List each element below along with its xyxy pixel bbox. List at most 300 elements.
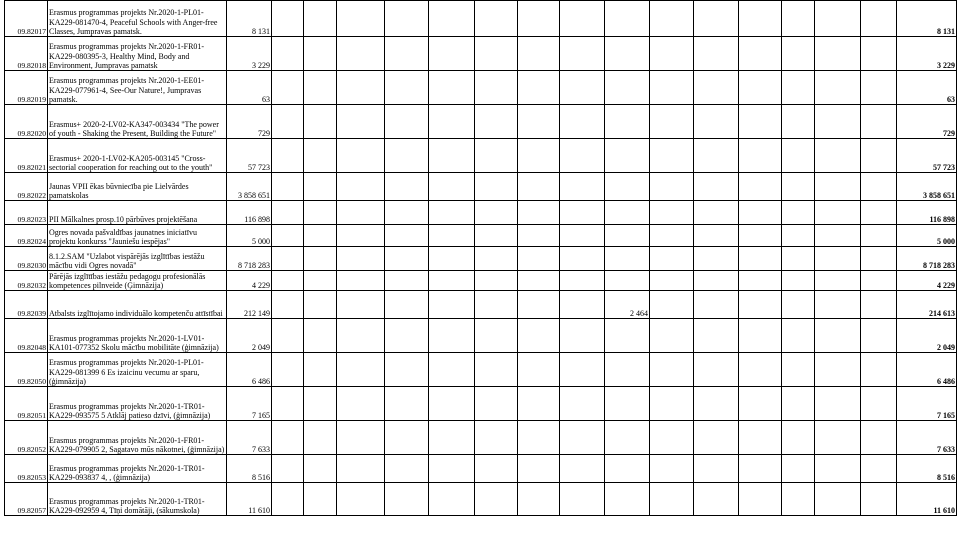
empty-cell: [272, 247, 304, 271]
empty-cell: [782, 353, 815, 387]
empty-cell: [694, 247, 739, 271]
empty-cell: [429, 71, 475, 105]
empty-cell: [385, 1, 429, 37]
empty-cell: [304, 71, 337, 105]
row-name: Erasmus programmas projekts Nr.2020-1-PL01-KA229-081470-4, Peaceful Schools with Anger-free Classes, Jumpravas pamatsk.: [48, 1, 227, 37]
empty-cell: [782, 225, 815, 247]
empty-cell: [429, 319, 475, 353]
empty-cell: [650, 105, 694, 139]
empty-cell: [518, 353, 560, 387]
empty-cell: [815, 37, 861, 71]
empty-cell: [337, 483, 385, 516]
empty-cell: [815, 139, 861, 173]
empty-cell: [272, 319, 304, 353]
row-code: 09.82057: [5, 483, 48, 516]
row-amount: 6 486: [227, 353, 272, 387]
row-total: 8 718 283: [897, 247, 957, 271]
empty-cell: [272, 37, 304, 71]
row-extra-amount: [605, 247, 650, 271]
empty-cell: [815, 291, 861, 319]
empty-cell: [429, 201, 475, 225]
empty-cell: [385, 319, 429, 353]
empty-cell: [429, 1, 475, 37]
row-extra-amount: [605, 319, 650, 353]
row-amount: 8 131: [227, 1, 272, 37]
row-name: PII Mālkalnes prosp.10 pārbūves projektēšana: [48, 201, 227, 225]
row-code: 09.82022: [5, 173, 48, 201]
row-code: 09.82053: [5, 455, 48, 483]
empty-cell: [739, 387, 782, 421]
empty-cell: [650, 271, 694, 291]
empty-cell: [475, 1, 518, 37]
empty-cell: [650, 387, 694, 421]
empty-cell: [739, 455, 782, 483]
empty-cell: [782, 105, 815, 139]
empty-cell: [304, 353, 337, 387]
empty-cell: [272, 1, 304, 37]
empty-cell: [518, 37, 560, 71]
empty-cell: [337, 387, 385, 421]
empty-cell: [815, 201, 861, 225]
empty-cell: [385, 105, 429, 139]
empty-cell: [429, 271, 475, 291]
empty-cell: [861, 421, 897, 455]
empty-cell: [272, 139, 304, 173]
empty-cell: [739, 421, 782, 455]
empty-cell: [429, 483, 475, 516]
empty-cell: [429, 37, 475, 71]
empty-cell: [385, 71, 429, 105]
empty-cell: [429, 225, 475, 247]
empty-cell: [861, 105, 897, 139]
empty-cell: [782, 139, 815, 173]
row-code: 09.82017: [5, 1, 48, 37]
empty-cell: [560, 353, 605, 387]
empty-cell: [650, 353, 694, 387]
empty-cell: [650, 247, 694, 271]
row-extra-amount: [605, 225, 650, 247]
empty-cell: [518, 319, 560, 353]
empty-cell: [560, 319, 605, 353]
empty-cell: [650, 173, 694, 201]
empty-cell: [304, 291, 337, 319]
empty-cell: [304, 105, 337, 139]
empty-cell: [518, 201, 560, 225]
empty-cell: [272, 173, 304, 201]
empty-cell: [782, 319, 815, 353]
empty-cell: [782, 247, 815, 271]
empty-cell: [782, 421, 815, 455]
empty-cell: [304, 319, 337, 353]
row-extra-amount: [605, 173, 650, 201]
table-row: [5, 421, 957, 455]
empty-cell: [337, 291, 385, 319]
empty-cell: [272, 225, 304, 247]
empty-cell: [337, 71, 385, 105]
empty-cell: [385, 291, 429, 319]
empty-cell: [861, 455, 897, 483]
empty-cell: [782, 291, 815, 319]
empty-cell: [518, 1, 560, 37]
empty-cell: [650, 421, 694, 455]
empty-cell: [694, 71, 739, 105]
row-total: 729: [897, 105, 957, 139]
row-extra-amount: [605, 37, 650, 71]
empty-cell: [518, 387, 560, 421]
row-amount: 4 229: [227, 271, 272, 291]
table-row: [5, 173, 957, 201]
row-code: 09.82021: [5, 139, 48, 173]
row-amount: 2 049: [227, 319, 272, 353]
empty-cell: [304, 387, 337, 421]
empty-cell: [650, 37, 694, 71]
empty-cell: [694, 105, 739, 139]
row-extra-amount: [605, 421, 650, 455]
row-code: 09.82052: [5, 421, 48, 455]
row-amount: 212 149: [227, 291, 272, 319]
empty-cell: [694, 455, 739, 483]
table-row: [5, 225, 957, 247]
empty-cell: [694, 483, 739, 516]
empty-cell: [739, 271, 782, 291]
empty-cell: [650, 319, 694, 353]
empty-cell: [782, 37, 815, 71]
row-amount: 729: [227, 105, 272, 139]
row-total: 8 516: [897, 455, 957, 483]
empty-cell: [475, 271, 518, 291]
empty-cell: [518, 455, 560, 483]
row-name: Erasmus programmas projekts Nr.2020-1-TR01-KA229-092959 4, Tīņi domātāji, (sākumskola): [48, 483, 227, 516]
row-name: Jaunas VPII ēkas būvniecība pie Lielvārdes pamatskolas: [48, 173, 227, 201]
table-row: [5, 247, 957, 271]
row-name: Erasmus programmas projekts Nr.2020-1-TR01-KA229-093837 4, , (ģimnāzija): [48, 455, 227, 483]
budget-table-body: [5, 1, 957, 516]
row-total: 7 633: [897, 421, 957, 455]
row-code: 09.82050: [5, 353, 48, 387]
empty-cell: [694, 291, 739, 319]
empty-cell: [694, 319, 739, 353]
empty-cell: [475, 247, 518, 271]
row-amount: 7 165: [227, 387, 272, 421]
row-total: 8 131: [897, 1, 957, 37]
row-total: 63: [897, 71, 957, 105]
row-amount: 57 723: [227, 139, 272, 173]
empty-cell: [337, 421, 385, 455]
empty-cell: [272, 455, 304, 483]
row-amount: 7 633: [227, 421, 272, 455]
row-extra-amount: [605, 139, 650, 173]
empty-cell: [815, 455, 861, 483]
empty-cell: [429, 387, 475, 421]
empty-cell: [560, 71, 605, 105]
empty-cell: [385, 139, 429, 173]
empty-cell: [518, 225, 560, 247]
row-total: 4 229: [897, 271, 957, 291]
empty-cell: [739, 319, 782, 353]
empty-cell: [560, 139, 605, 173]
empty-cell: [560, 105, 605, 139]
row-code: 09.82019: [5, 71, 48, 105]
row-code: 09.82048: [5, 319, 48, 353]
row-total: 116 898: [897, 201, 957, 225]
row-total: 3 858 651: [897, 173, 957, 201]
empty-cell: [694, 1, 739, 37]
empty-cell: [475, 291, 518, 319]
empty-cell: [337, 247, 385, 271]
row-extra-amount: [605, 353, 650, 387]
row-total: 57 723: [897, 139, 957, 173]
empty-cell: [694, 271, 739, 291]
empty-cell: [518, 173, 560, 201]
row-extra-amount: [605, 387, 650, 421]
empty-cell: [385, 173, 429, 201]
row-name: Erasmus programmas projekts Nr.2020-1-LV01-KA101-077352 Skolu mācību mobilitāte (ģimnāzija): [48, 319, 227, 353]
table-row: [5, 105, 957, 139]
empty-cell: [337, 319, 385, 353]
empty-cell: [272, 353, 304, 387]
empty-cell: [861, 483, 897, 516]
empty-cell: [304, 201, 337, 225]
empty-cell: [385, 271, 429, 291]
empty-cell: [782, 387, 815, 421]
empty-cell: [650, 455, 694, 483]
empty-cell: [475, 353, 518, 387]
empty-cell: [739, 37, 782, 71]
empty-cell: [782, 1, 815, 37]
empty-cell: [337, 173, 385, 201]
empty-cell: [650, 483, 694, 516]
empty-cell: [739, 353, 782, 387]
row-extra-amount: [605, 105, 650, 139]
empty-cell: [861, 201, 897, 225]
empty-cell: [694, 201, 739, 225]
row-name: Pārējās izglītības iestāžu pedagogu profesionālās kompetences pilnveide (Ģimnāzija): [48, 271, 227, 291]
empty-cell: [739, 173, 782, 201]
empty-cell: [475, 483, 518, 516]
empty-cell: [560, 1, 605, 37]
row-code: 09.82039: [5, 291, 48, 319]
empty-cell: [861, 291, 897, 319]
empty-cell: [475, 71, 518, 105]
empty-cell: [304, 139, 337, 173]
row-name: Erasmus programmas projekts Nr.2020-1-EE01-KA229-077961-4, See-Our Nature!, Jumpravas pamatsk.: [48, 71, 227, 105]
empty-cell: [861, 353, 897, 387]
empty-cell: [475, 37, 518, 71]
empty-cell: [385, 483, 429, 516]
row-extra-amount: [605, 455, 650, 483]
table-row: [5, 201, 957, 225]
empty-cell: [560, 421, 605, 455]
empty-cell: [518, 247, 560, 271]
empty-cell: [739, 201, 782, 225]
empty-cell: [861, 319, 897, 353]
empty-cell: [429, 139, 475, 173]
empty-cell: [650, 225, 694, 247]
empty-cell: [782, 483, 815, 516]
empty-cell: [560, 387, 605, 421]
table-row: [5, 483, 957, 516]
empty-cell: [650, 291, 694, 319]
empty-cell: [429, 455, 475, 483]
empty-cell: [475, 319, 518, 353]
empty-cell: [861, 139, 897, 173]
empty-cell: [815, 483, 861, 516]
table-row: [5, 387, 957, 421]
row-total: 7 165: [897, 387, 957, 421]
row-name: Erasmus programmas projekts Nr.2020-1-FR01-KA229-080395-3, Healthy Mind, Body and Environment, Jumpravas pamatsk: [48, 37, 227, 71]
empty-cell: [337, 353, 385, 387]
empty-cell: [560, 201, 605, 225]
empty-cell: [337, 271, 385, 291]
empty-cell: [429, 353, 475, 387]
empty-cell: [272, 271, 304, 291]
table-row: [5, 1, 957, 37]
row-extra-amount: [605, 71, 650, 105]
empty-cell: [694, 37, 739, 71]
empty-cell: [304, 247, 337, 271]
empty-cell: [782, 455, 815, 483]
row-code: 09.82030: [5, 247, 48, 271]
row-name: Ogres novada pašvaldības jaunatnes iniciatīvu projektu konkurss "Jauniešu iespējas": [48, 225, 227, 247]
empty-cell: [560, 225, 605, 247]
row-name: Erasmus programmas projekts Nr.2020-1-FR01-KA229-079905 2, Sagatavo mūs nākotnei, (ģimnāzija): [48, 421, 227, 455]
empty-cell: [815, 173, 861, 201]
empty-cell: [385, 455, 429, 483]
empty-cell: [272, 105, 304, 139]
empty-cell: [650, 201, 694, 225]
empty-cell: [560, 483, 605, 516]
empty-cell: [272, 201, 304, 225]
empty-cell: [272, 483, 304, 516]
empty-cell: [337, 1, 385, 37]
row-total: 3 229: [897, 37, 957, 71]
empty-cell: [304, 455, 337, 483]
empty-cell: [475, 105, 518, 139]
empty-cell: [739, 105, 782, 139]
row-amount: 11 610: [227, 483, 272, 516]
budget-table: [4, 0, 957, 516]
empty-cell: [304, 173, 337, 201]
empty-cell: [429, 421, 475, 455]
empty-cell: [518, 105, 560, 139]
empty-cell: [304, 225, 337, 247]
table-row: [5, 139, 957, 173]
empty-cell: [475, 455, 518, 483]
empty-cell: [518, 71, 560, 105]
empty-cell: [815, 421, 861, 455]
empty-cell: [385, 387, 429, 421]
empty-cell: [385, 421, 429, 455]
empty-cell: [304, 1, 337, 37]
empty-cell: [694, 387, 739, 421]
row-code: 09.82051: [5, 387, 48, 421]
empty-cell: [518, 139, 560, 173]
empty-cell: [337, 105, 385, 139]
empty-cell: [518, 291, 560, 319]
empty-cell: [739, 71, 782, 105]
empty-cell: [694, 139, 739, 173]
empty-cell: [694, 225, 739, 247]
table-row: [5, 455, 957, 483]
empty-cell: [272, 421, 304, 455]
empty-cell: [861, 225, 897, 247]
row-amount: 3 229: [227, 37, 272, 71]
empty-cell: [815, 1, 861, 37]
empty-cell: [694, 353, 739, 387]
empty-cell: [739, 1, 782, 37]
empty-cell: [739, 139, 782, 173]
empty-cell: [815, 71, 861, 105]
row-name: Erasmus+ 2020-1-LV02-KA205-003145 "Cross-sectorial cooperation for reaching out to the youth": [48, 139, 227, 173]
row-extra-amount: 2 464: [605, 291, 650, 319]
empty-cell: [385, 37, 429, 71]
row-name: Erasmus programmas projekts Nr.2020-1-TR01-KA229-093575 5 Atklāj patieso dzīvi, (ģimnāzija): [48, 387, 227, 421]
empty-cell: [475, 225, 518, 247]
empty-cell: [304, 483, 337, 516]
empty-cell: [560, 247, 605, 271]
empty-cell: [337, 201, 385, 225]
empty-cell: [815, 247, 861, 271]
table-row: [5, 353, 957, 387]
empty-cell: [475, 421, 518, 455]
empty-cell: [861, 1, 897, 37]
row-name: Erasmus programmas projekts Nr.2020-1-PL01-KA229-081399 6 Es izaicinu vecumu ar sparu, (ģimnāzija): [48, 353, 227, 387]
empty-cell: [518, 421, 560, 455]
empty-cell: [385, 201, 429, 225]
empty-cell: [815, 105, 861, 139]
empty-cell: [337, 37, 385, 71]
empty-cell: [650, 71, 694, 105]
empty-cell: [560, 37, 605, 71]
empty-cell: [739, 247, 782, 271]
empty-cell: [385, 225, 429, 247]
empty-cell: [815, 271, 861, 291]
table-row: [5, 291, 957, 319]
empty-cell: [861, 271, 897, 291]
empty-cell: [385, 353, 429, 387]
empty-cell: [815, 353, 861, 387]
row-extra-amount: [605, 201, 650, 225]
empty-cell: [429, 173, 475, 201]
row-total: 2 049: [897, 319, 957, 353]
empty-cell: [782, 201, 815, 225]
row-name: Erasmus+ 2020-2-LV02-KA347-003434 "The power of youth - Shaking the Present, Building the Future": [48, 105, 227, 139]
empty-cell: [337, 225, 385, 247]
row-extra-amount: [605, 483, 650, 516]
row-amount: 3 858 651: [227, 173, 272, 201]
empty-cell: [650, 1, 694, 37]
empty-cell: [782, 173, 815, 201]
empty-cell: [429, 291, 475, 319]
empty-cell: [815, 225, 861, 247]
empty-cell: [815, 387, 861, 421]
empty-cell: [739, 291, 782, 319]
row-code: 09.82020: [5, 105, 48, 139]
empty-cell: [429, 247, 475, 271]
empty-cell: [429, 105, 475, 139]
empty-cell: [518, 483, 560, 516]
empty-cell: [475, 173, 518, 201]
empty-cell: [861, 387, 897, 421]
row-amount: 5 000: [227, 225, 272, 247]
table-row: [5, 71, 957, 105]
row-name: 8.1.2.SAM "Uzlabot vispārējās izglītības iestāžu mācību vidi Ogres novadā": [48, 247, 227, 271]
empty-cell: [304, 37, 337, 71]
empty-cell: [385, 247, 429, 271]
empty-cell: [694, 421, 739, 455]
row-total: 6 486: [897, 353, 957, 387]
empty-cell: [650, 139, 694, 173]
